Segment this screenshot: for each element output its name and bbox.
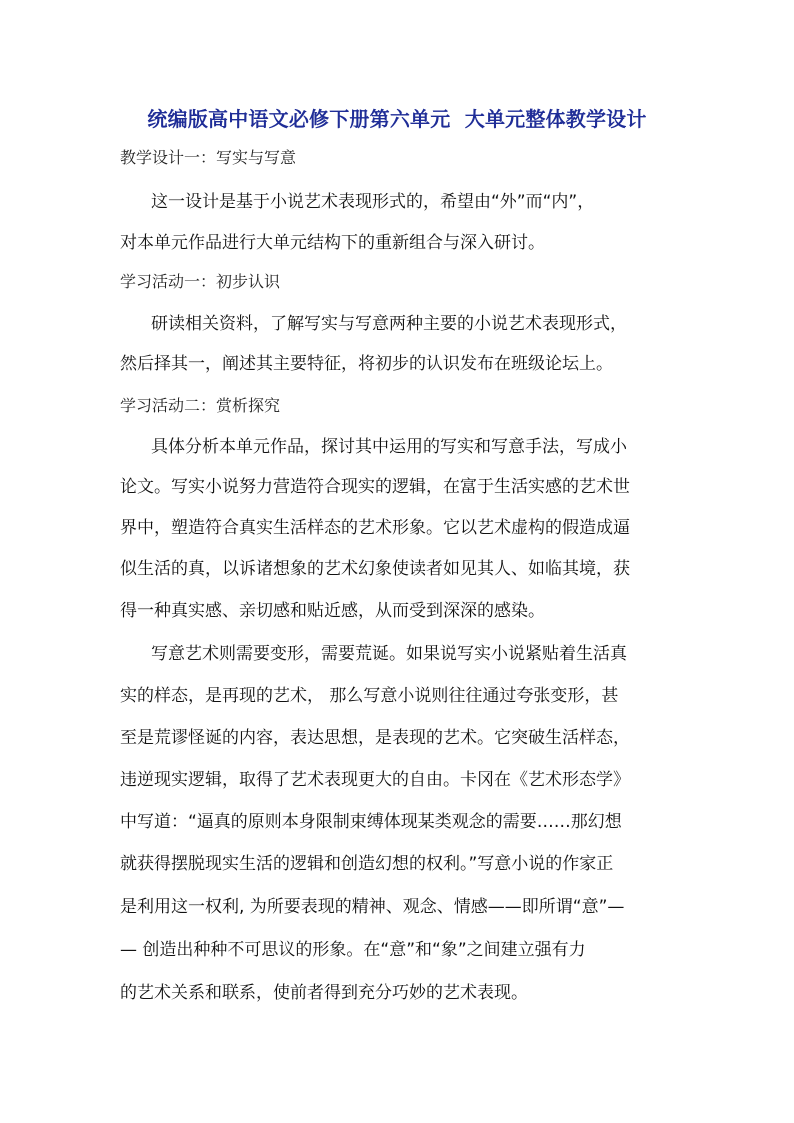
paragraph-line-7: 界中，塑造符合真实生活样态的艺术形象。它以艺术虚构的假造成逼 [120,518,630,538]
paragraph-line-13: 违逆现实逻辑，取得了艺术表现更大的自由。卡冈在《艺术形态学》 [120,770,630,790]
paragraph-line-2: 对本单元作品进行大单元结构下的重新组合与深入研讨。 [120,233,545,253]
document-title: 统编版高中语文必修下册第六单元 大单元整体教学设计 [147,107,647,131]
paragraph-line-9: 得一种真实感、亲切感和贴近感，从而受到深深的感染。 [120,601,545,621]
activity-heading-1: 学习活动一：初步认识 [120,272,281,291]
paragraph-line-11: 实的样态，是再现的艺术， 那么写意小说则往往通过夸张变形，甚 [120,686,619,706]
activity-heading-2: 学习活动二：赏析探究 [120,396,281,415]
paragraph-line-16: 是利用这一权利, 为所要表现的精神、观念、情感——即所谓“意”— [120,897,625,917]
paragraph-line-18: 的艺术关系和联系，使前者得到充分巧妙的艺术表现。 [120,983,528,1003]
paragraph-line-3: 研读相关资料，了解写实与写意两种主要的小说艺术表现形式， [151,314,627,334]
paragraph-line-14: 中写道：“逼真的原则本身限制束缚体现某类观念的需要……那幻想 [120,812,622,832]
paragraph-line-12: 至是荒谬怪诞的内容，表达思想，是表现的艺术。它突破生活样态， [120,728,630,748]
paragraph-line-15: 就获得摆脱现实生活的逻辑和创造幻想的权利。”写意小说的作家正 [120,854,614,874]
paragraph-line-4: 然后择其一，阐述其主要特征，将初步的认识发布在班级论坛上。 [120,354,613,374]
paragraph-line-5: 具体分析本单元作品，探讨其中运用的写实和写意手法，写成小 [151,437,627,457]
paragraph-line-17: — 创造出种种不可思议的形象。在“意”和“象”之间建立强有力 [120,940,586,960]
paragraph-line-8: 似生活的真，以诉诸想象的艺术幻象使读者如见其人、如临其境，获 [120,559,630,579]
paragraph-line-1: 这一设计是基于小说艺术表现形式的，希望由“外”而“内”， [151,192,595,212]
paragraph-line-10: 写意艺术则需要变形，需要荒诞。如果说写实小说紧贴着生活真 [151,644,627,664]
paragraph-line-6: 论文。写实小说努力营造符合现实的逻辑，在富于生活实感的艺术世 [120,477,630,497]
section-heading-design-1: 教学设计一：写实与写意 [120,148,297,167]
